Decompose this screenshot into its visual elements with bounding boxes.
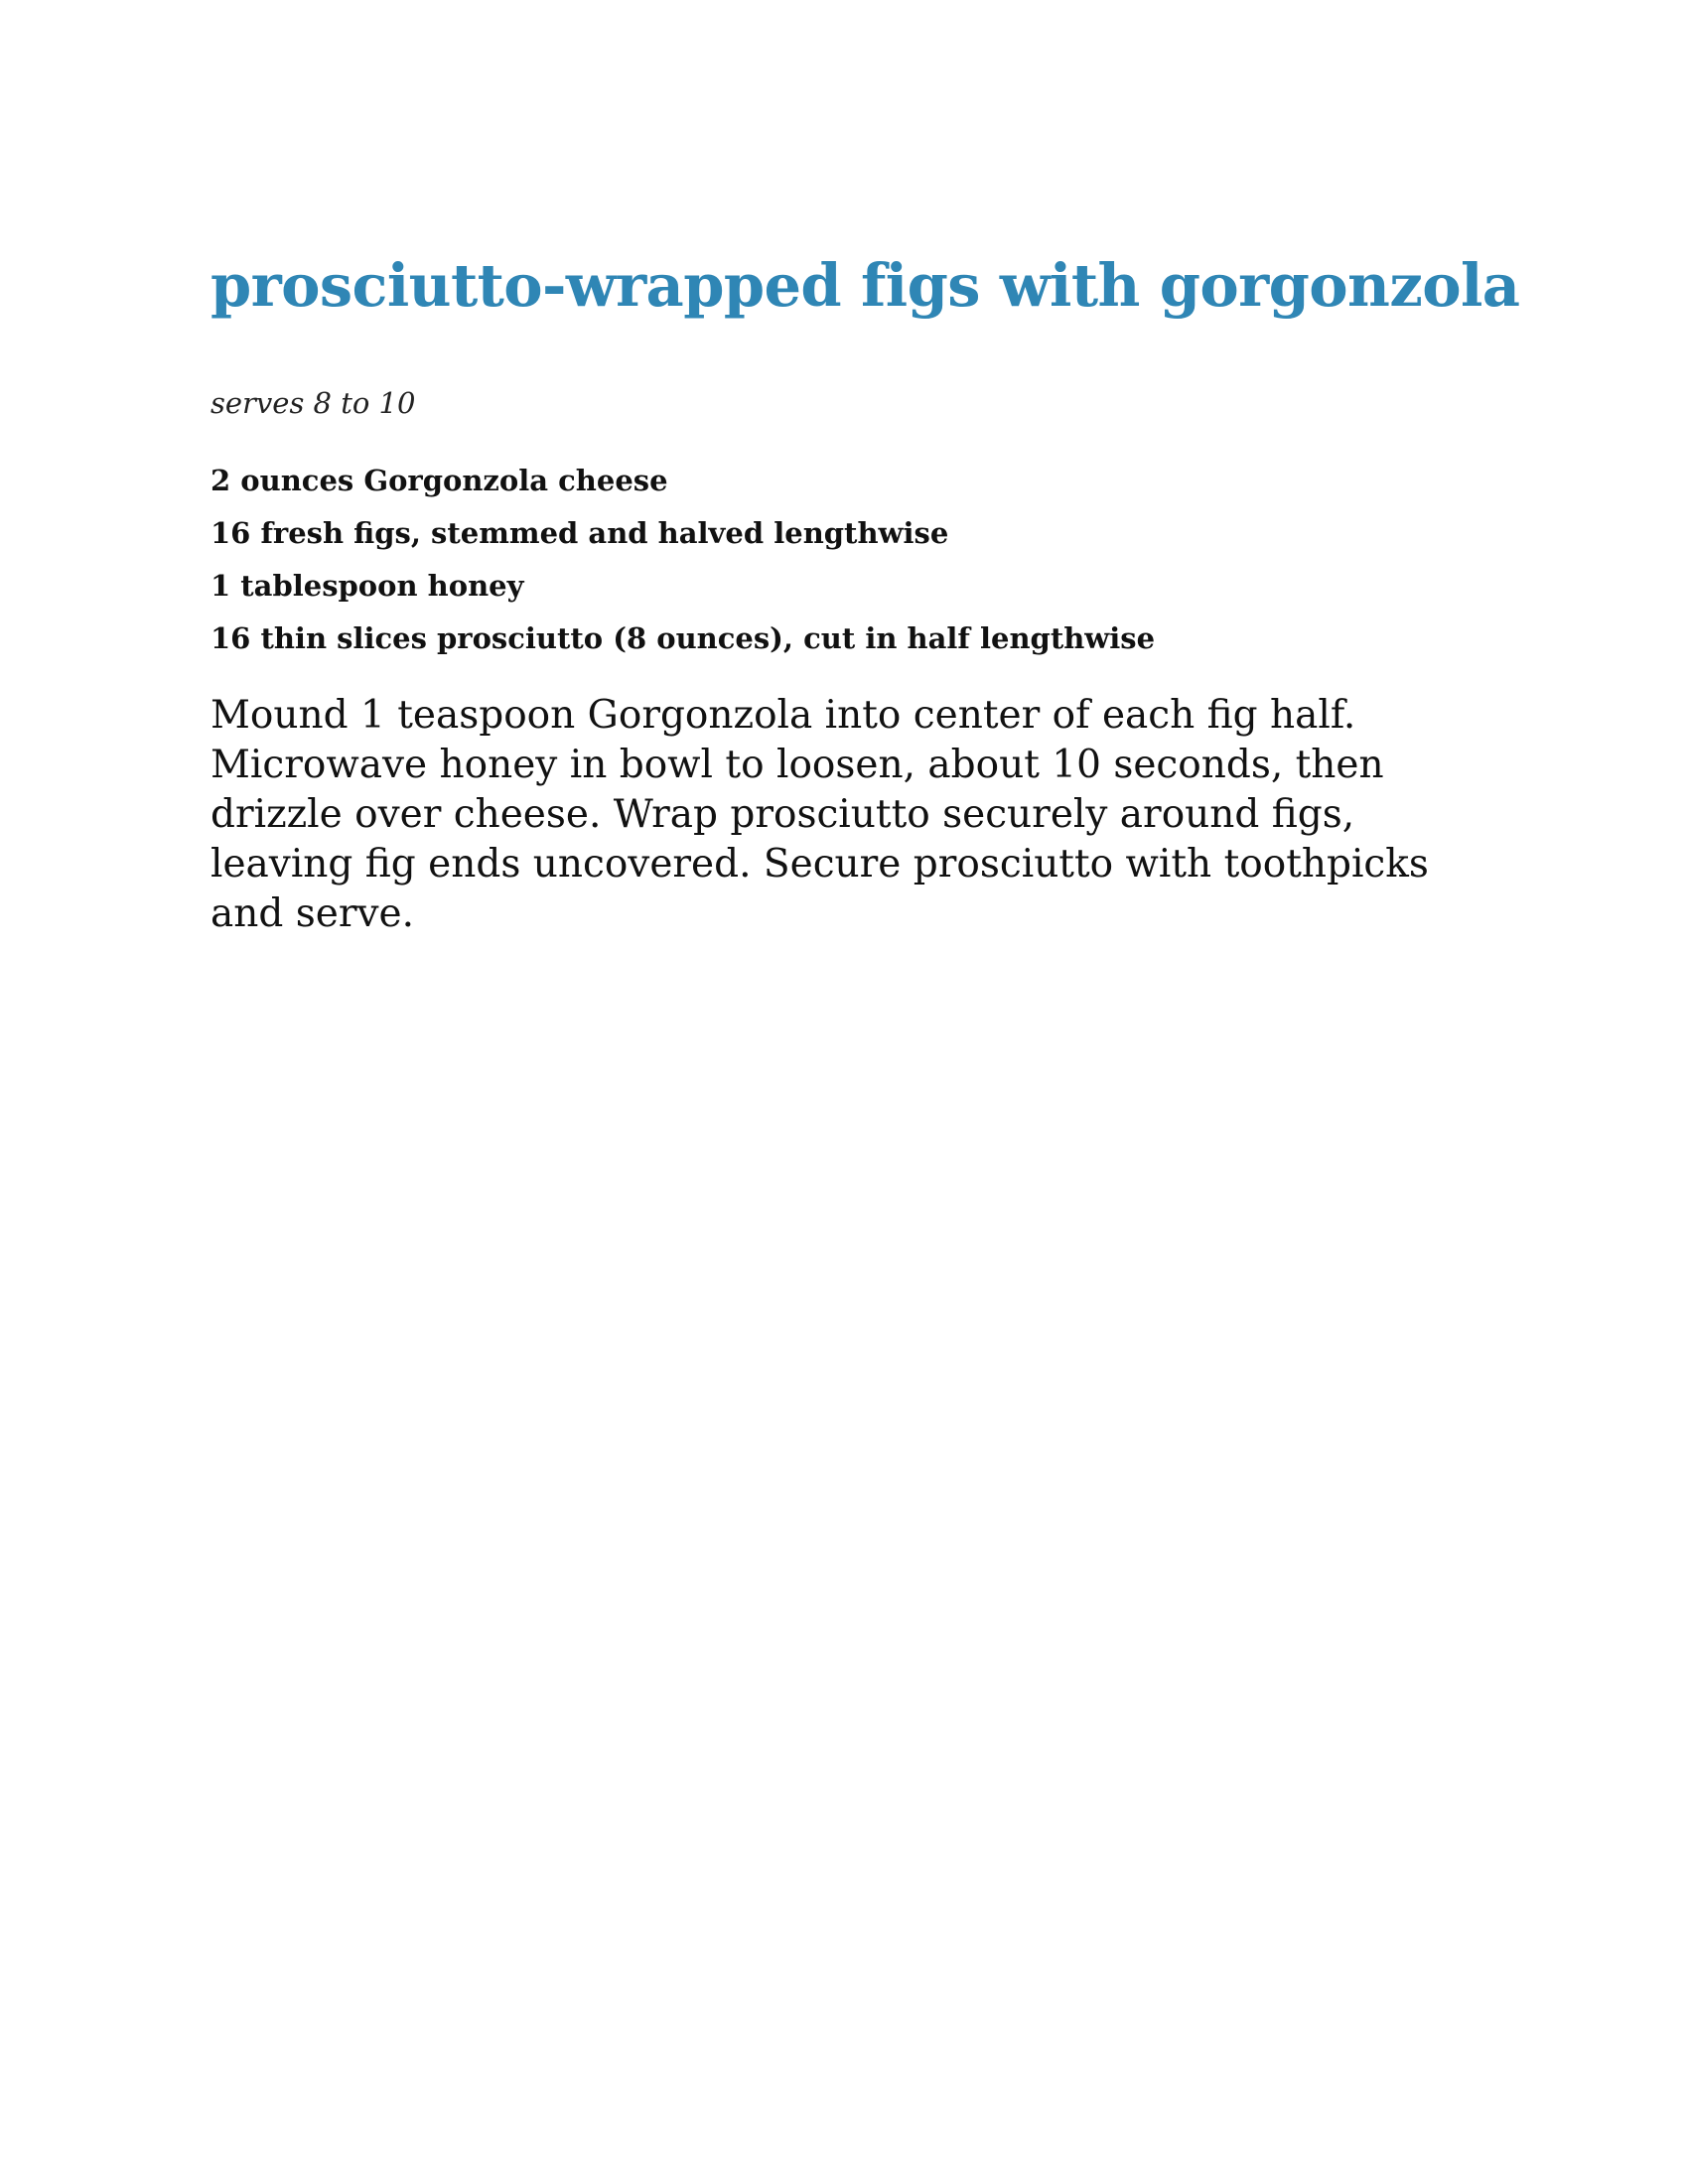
ingredient-item: 1 tablespoon honey <box>211 569 524 603</box>
recipe-content <box>211 246 1520 939</box>
directions-paragraph: Mound 1 teaspoon Gorgonzola into center of each fig half. Microwave honey in bowl to loosen, about 10 seconds, then drizzle over cheese. Wrap prosciutto securely around figs, leaving fig ends uncovered. Secure prosciutto with toothpicks and serve. <box>211 693 1429 936</box>
ingredient-item: 2 ounces Gorgonzola cheese <box>211 464 668 497</box>
ingredient-list <box>211 455 1501 665</box>
ingredient-item: 16 thin slices prosciutto (8 ounces), cut in half lengthwise <box>211 621 1156 655</box>
serves-line: serves 8 to 10 <box>211 386 416 420</box>
recipe-title: prosciutto-wrapped figs with gorgonzola <box>211 251 1520 320</box>
ingredient-item: 16 fresh figs, stemmed and halved lengthwise <box>211 516 949 550</box>
